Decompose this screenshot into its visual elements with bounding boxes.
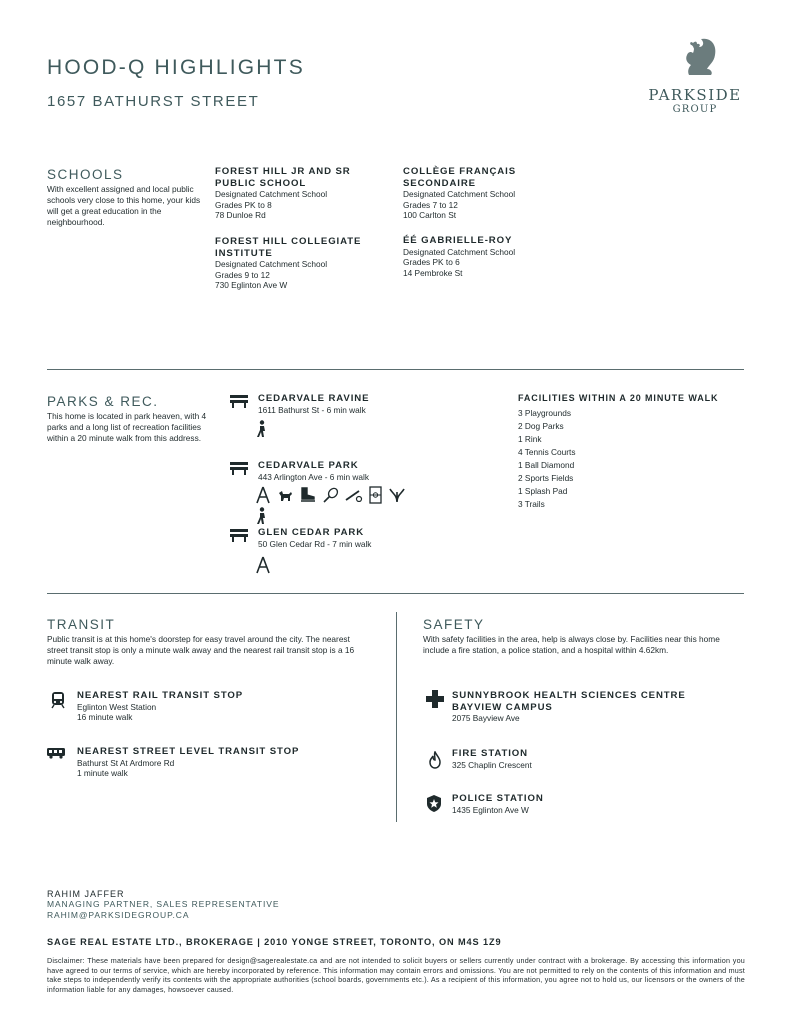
squirrel-icon	[671, 35, 719, 79]
park-item	[258, 460, 369, 482]
safety-item	[452, 690, 712, 724]
bench-icon	[230, 395, 248, 408]
tennis-icon	[323, 487, 339, 503]
parks-description: This home is located in park heaven, with 4 parks and a long list of recreation facilities within a 20 minute walk from this address.	[47, 411, 207, 443]
park-name: CEDARVALE RAVINE	[258, 393, 370, 404]
transit-line1: Bathurst St At Ardmore Rd	[77, 757, 175, 768]
park-detail: 443 Arlington Ave - 6 min walk	[258, 471, 369, 482]
safety-address: 2075 Bayview Ave	[452, 713, 520, 723]
park-detail: 1611 Bathurst St - 6 min walk	[258, 404, 366, 415]
school-name: ÉÉ GABRIELLE-ROY	[403, 235, 513, 246]
school-grades: Grades 9 to 12	[215, 269, 270, 280]
transit-item	[77, 690, 243, 723]
safety-name: FIRE STATION	[452, 748, 528, 759]
logo-sub: GROUP	[672, 104, 718, 115]
school-address: 100 Carlton St	[403, 210, 457, 220]
park-item	[258, 527, 371, 549]
schools-description: With excellent assigned and local public schools very close to this home, your kids will get a great education in the neighbourhood.	[47, 184, 201, 227]
schools-title: SCHOOLS	[47, 167, 124, 182]
facility-item: 4 Tennis Courts	[518, 446, 576, 457]
brokerage-line: SAGE REAL ESTATE LTD., BROKERAGE | 2010 YONGE STREET, TORONTO, ON M4S 1Z9	[47, 937, 502, 947]
school-item	[403, 235, 573, 278]
school-address: 730 Eglinton Ave W	[215, 280, 288, 290]
facilities-title: FACILITIES WITHIN A 20 MINUTE WALK	[518, 393, 719, 403]
parkside-logo	[640, 35, 750, 115]
facility-item: 1 Ball Diamond	[518, 459, 575, 470]
school-type: Designated Catchment School	[215, 189, 328, 199]
facility-item: 1 Splash Pad	[518, 485, 568, 496]
school-item	[215, 236, 375, 291]
school-name: FOREST HILL COLLEGIATE INSTITUTE	[215, 236, 362, 259]
disclaimer: Disclaimer: These materials have been prepared for design@sagerealestate.ca and are not intended to solicit buyers or sellers currently under contract with a brokerage. By accessing this information you have agreed to our terms of service, which are hereby incorporated by reference. This information may contain errors and omissions. You are not permitted to rely on the contents of this information and must take steps to independently verify its contents with the appropriate authorities (school boards, governments etc.). As a recipient of this information, you agree not to hold us, our licensors or the owners of the information liable for any damages, howsoever caused.	[47, 956, 745, 994]
transit-name: NEAREST RAIL TRANSIT STOP	[77, 690, 244, 701]
logo-name: PARKSIDE	[648, 86, 742, 104]
school-item	[215, 166, 375, 221]
agent-role: MANAGING PARTNER, SALES REPRESENTATIVE	[47, 899, 280, 909]
safety-address: 325 Chaplin Crescent	[452, 759, 532, 770]
parks-title: PARKS & REC.	[47, 394, 159, 409]
police-badge-icon	[427, 795, 441, 812]
vertical-divider	[396, 612, 397, 822]
school-grades: Grades PK to 6	[403, 257, 460, 267]
bench-icon	[230, 529, 248, 542]
agent-email[interactable]: RAHIM@PARKSIDEGROUP.CA	[47, 910, 190, 920]
agent-name: RAHIM JAFFER	[47, 889, 125, 899]
train-icon	[51, 691, 65, 709]
school-type: Designated Catchment School	[403, 189, 516, 199]
school-item	[403, 166, 563, 221]
sports-field-icon	[369, 486, 382, 504]
school-grades: Grades 7 to 12	[403, 199, 458, 210]
property-address: 1657 BATHURST STREET	[47, 93, 260, 110]
divider	[47, 593, 744, 594]
park-name: CEDARVALE PARK	[258, 460, 359, 471]
safety-item	[452, 793, 544, 815]
divider	[47, 369, 744, 370]
hospital-cross-icon	[426, 690, 444, 708]
playground-icon	[256, 556, 271, 574]
amenity-icons	[256, 486, 406, 504]
bench-icon	[230, 462, 248, 475]
transit-description: Public transit is at this home's doorstep for easy travel around the city. The nearest street transit stop is only a minute walk away and the nearest rail transit stop is a 16 minute walk away.	[47, 634, 355, 666]
transit-line2: 1 minute walk	[77, 768, 128, 778]
school-name: COLLÈGE FRANÇAIS SECONDAIRE	[403, 166, 517, 189]
skate-icon	[299, 487, 317, 503]
facilities-list	[518, 393, 718, 511]
school-grades: Grades PK to 8	[215, 199, 272, 210]
hiking-icon	[256, 420, 268, 438]
facility-item: 2 Dog Parks	[518, 420, 564, 431]
facility-item: 3 Playgrounds	[518, 407, 572, 418]
school-type: Designated Catchment School	[215, 259, 328, 269]
transit-title: TRANSIT	[47, 617, 116, 632]
hiking-icon	[256, 507, 268, 525]
school-address: 78 Dunloe Rd	[215, 210, 266, 220]
school-address: 14 Pembroke St	[403, 267, 463, 278]
school-type: Designated Catchment School	[403, 246, 516, 257]
facility-item: 3 Trails	[518, 498, 545, 509]
safety-item	[452, 748, 532, 770]
safety-description: With safety facilities in the area, help is always close by. Facilities near this home include a fire station, a police station, and a hospital within 4.62km.	[423, 634, 720, 655]
transit-line1: Eglinton West Station	[77, 701, 157, 712]
safety-name: SUNNYBROOK HEALTH SCIENCES CENTRE BAYVIEW CAMPUS	[452, 690, 686, 713]
safety-name: POLICE STATION	[452, 793, 544, 804]
facility-item: 1 Rink	[518, 433, 542, 444]
transit-item	[77, 746, 299, 779]
agent-info	[47, 889, 279, 921]
park-item	[258, 393, 369, 415]
playground-icon	[256, 486, 271, 504]
fire-icon	[429, 751, 441, 769]
facility-item: 2 Sports Fields	[518, 472, 574, 483]
park-name: GLEN CEDAR PARK	[258, 527, 365, 538]
dog-icon	[277, 488, 293, 502]
safety-title: SAFETY	[423, 617, 485, 632]
school-name: FOREST HILL JR AND SR PUBLIC SCHOOL	[215, 166, 351, 189]
transit-name: NEAREST STREET LEVEL TRANSIT STOP	[77, 746, 300, 757]
safety-address: 1435 Eglinton Ave W	[452, 804, 529, 815]
park-detail: 50 Glen Cedar Rd - 7 min walk	[258, 538, 372, 549]
page-title: HOOD-Q HIGHLIGHTS	[47, 56, 305, 79]
bus-icon	[46, 747, 66, 759]
baseball-icon	[345, 488, 363, 502]
transit-line2: 16 minute walk	[77, 712, 133, 722]
splash-pad-icon	[388, 487, 406, 503]
